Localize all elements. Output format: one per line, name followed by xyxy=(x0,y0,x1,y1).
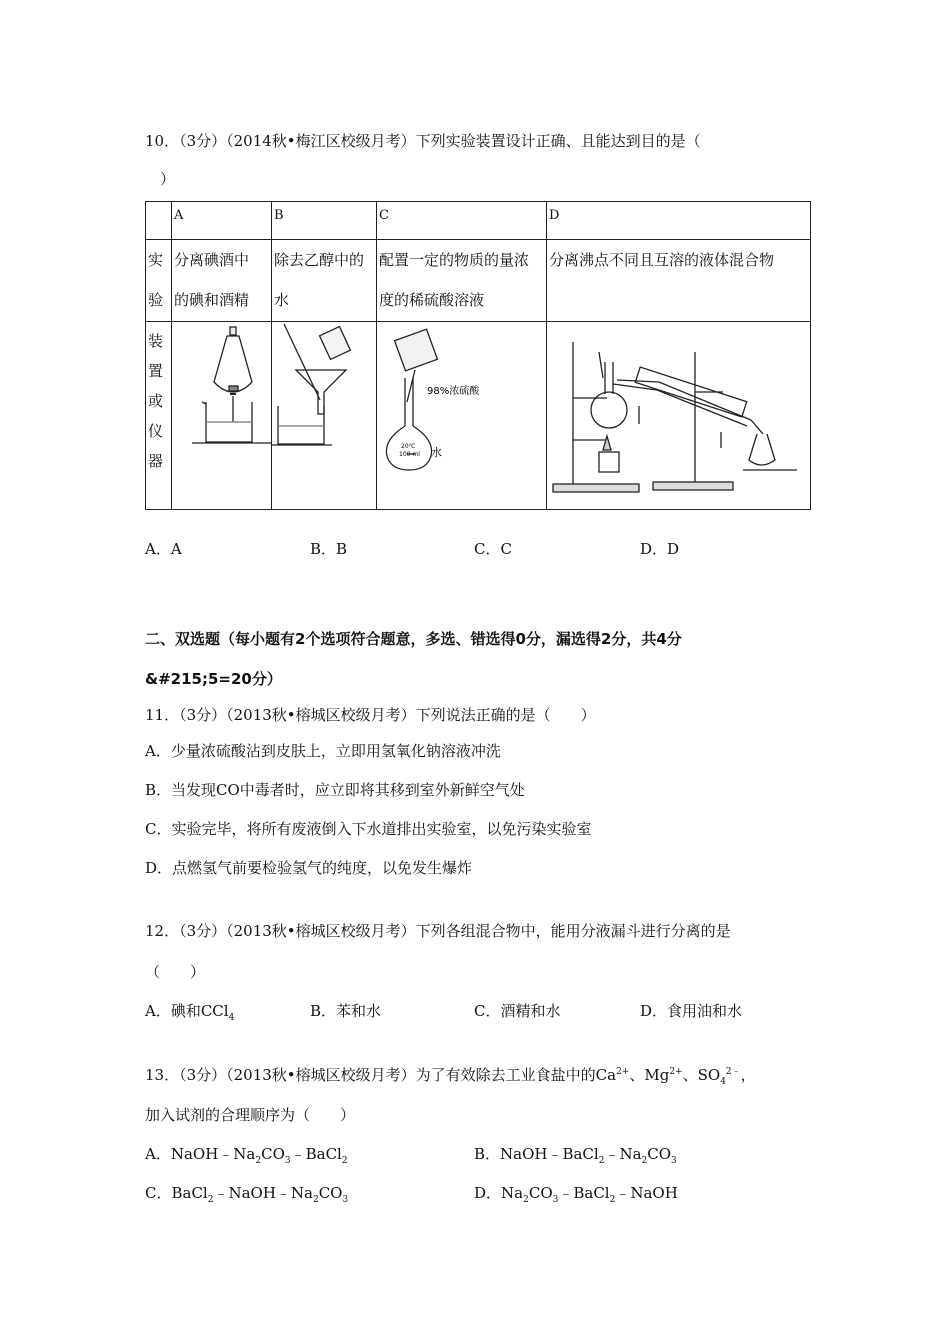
label-char: 装 xyxy=(148,332,164,350)
q12-option-a-text: A．碘和CCl xyxy=(145,1002,229,1020)
q13-option-b xyxy=(474,1143,677,1166)
header-c: C xyxy=(377,202,547,240)
apparatus-b xyxy=(272,322,377,510)
experiment-c xyxy=(377,240,547,322)
subscript: 2 xyxy=(255,1156,262,1166)
q10-option-d: D．D xyxy=(640,540,680,558)
label-char: 实 xyxy=(148,251,164,269)
q13-option-a xyxy=(145,1143,348,1166)
q12-stem-line1: 12．（3分）（2013秋•榕城区校级月考）下列各组混合物中，能用分液漏斗进行分离的是 xyxy=(145,922,731,940)
header-a: A xyxy=(172,202,272,240)
t: B．NaOH﹣BaCl xyxy=(474,1145,599,1163)
t: ﹣BaCl xyxy=(290,1145,342,1163)
label-char: 或 xyxy=(148,392,164,410)
q13-stem-text: 、Mg xyxy=(629,1066,670,1084)
t: D．Na xyxy=(474,1184,524,1202)
acid-label: 98%浓硫酸 xyxy=(427,386,480,397)
subscript: 3 xyxy=(284,1156,291,1166)
experiment-b-line2: 水 xyxy=(274,291,290,309)
q11-option-d: D．点燃氢气前要检验氢气的纯度，以免发生爆炸 xyxy=(145,859,473,877)
separatory-funnel-figure xyxy=(172,322,271,509)
flask-temp-label: 20℃ xyxy=(401,443,416,450)
q13-stem-text: 13．（3分）（2013秋•榕城区校级月考）为了有效除去工业食盐中的Ca xyxy=(145,1066,617,1084)
header-b: B xyxy=(272,202,377,240)
q13-stem-line2: 加入试剂的合理顺序为（ ） xyxy=(145,1106,356,1124)
q12-stem-line2: （ ） xyxy=(145,963,206,981)
header-d: D xyxy=(547,202,811,240)
apparatus-c xyxy=(377,322,547,510)
subscript: 3 xyxy=(552,1195,559,1205)
filtration-figure xyxy=(272,322,376,509)
experiment-a xyxy=(172,240,272,322)
experiment-d xyxy=(547,240,811,322)
label-char: 仪 xyxy=(148,422,164,440)
t: CO xyxy=(261,1145,285,1163)
q12-option-b: B．苯和水 xyxy=(310,1002,382,1020)
q10-stem-line2: ） xyxy=(160,170,176,188)
subscript: 4 xyxy=(228,1013,235,1023)
experiment-b xyxy=(272,240,377,322)
section2-heading-line2: &#215;5=20分） xyxy=(145,670,282,688)
label-char: 置 xyxy=(148,362,164,380)
flask-volume-label: 100 ml xyxy=(399,451,420,458)
q10-apparatus-table xyxy=(145,201,811,510)
label-char: 器 xyxy=(148,452,164,470)
t: ﹣NaOH xyxy=(615,1184,678,1202)
distillation-figure xyxy=(547,322,810,509)
t: ﹣NaOH﹣Na xyxy=(213,1184,313,1202)
experiment-d-line1: 分离沸点不同且互溶的液体混合物 xyxy=(549,251,775,269)
t: ﹣Na xyxy=(604,1145,642,1163)
experiment-b-line1: 除去乙醇中的 xyxy=(274,251,365,269)
t: C．BaCl xyxy=(145,1184,208,1202)
subscript: 2 xyxy=(609,1195,616,1205)
q11-option-c: C．实验完毕，将所有废液倒入下水道排出实验室，以免污染实验室 xyxy=(145,820,592,838)
subscript: 2 xyxy=(312,1195,319,1205)
table-corner xyxy=(146,202,172,240)
q13-option-c xyxy=(145,1182,348,1205)
water-label: 水 xyxy=(431,446,442,459)
charge: 2+ xyxy=(616,1067,630,1077)
q12-option-c: C．酒精和水 xyxy=(474,1002,561,1020)
q11-option-b: B．当发现CO中毒者时，应立即将其移到室外新鲜空气处 xyxy=(145,781,525,799)
experiment-a-line2: 的碘和酒精 xyxy=(174,291,250,309)
q13-option-d xyxy=(474,1182,678,1205)
charge: 2+ xyxy=(669,1067,683,1077)
experiment-c-line1: 配置一定的物质的量浓 xyxy=(379,251,530,269)
q10-option-b: B．B xyxy=(310,540,348,558)
t: A．NaOH﹣Na xyxy=(145,1145,256,1163)
volumetric-flask-figure xyxy=(377,322,546,509)
t: ﹣BaCl xyxy=(558,1184,610,1202)
apparatus-a xyxy=(172,322,272,510)
subscript: 2 xyxy=(207,1195,214,1205)
row-label-apparatus xyxy=(146,322,172,510)
charge: 2﹣ xyxy=(725,1067,741,1077)
apparatus-d xyxy=(547,322,811,510)
subscript: 2 xyxy=(598,1156,605,1166)
t: CO xyxy=(647,1145,672,1163)
q12-option-d: D．食用油和水 xyxy=(640,1002,743,1020)
q13-stem-text: ， xyxy=(740,1066,756,1084)
t: CO xyxy=(318,1184,343,1202)
subscript: 2 xyxy=(523,1195,529,1205)
subscript: 2 xyxy=(341,1156,348,1166)
section2-heading-line1: 二、双选题（每小题有2个选项符合题意，多选、错选得0分，漏选得2分，共4分 xyxy=(145,630,682,648)
experiment-a-line1: 分离碘酒中 xyxy=(174,251,250,269)
q10-option-a: A．A xyxy=(145,540,182,558)
label-char: 验 xyxy=(148,291,164,309)
subscript: 2 xyxy=(641,1156,648,1166)
subscript: 3 xyxy=(671,1156,677,1166)
subscript: 3 xyxy=(342,1195,349,1205)
q12-option-a xyxy=(145,1000,234,1023)
q10-option-c: C．C xyxy=(474,540,512,558)
q13-stem-line1 xyxy=(145,1064,756,1087)
q10-stem-line1: 10．（3分）（2014秋•梅江区校级月考）下列实验装置设计正确、且能达到目的是（ xyxy=(145,132,701,150)
t: CO xyxy=(528,1184,553,1202)
row-label-experiment xyxy=(146,240,172,322)
q13-stem-text: 、SO xyxy=(682,1066,721,1084)
experiment-c-line2: 度的稀硫酸溶液 xyxy=(379,291,485,309)
q11-option-a: A．少量浓硫酸沾到皮肤上，立即用氢氧化钠溶液冲洗 xyxy=(145,742,501,760)
q11-stem: 11．（3分）（2013秋•榕城区校级月考）下列说法正确的是（ ） xyxy=(145,706,596,724)
subscript: 4 xyxy=(720,1077,726,1087)
